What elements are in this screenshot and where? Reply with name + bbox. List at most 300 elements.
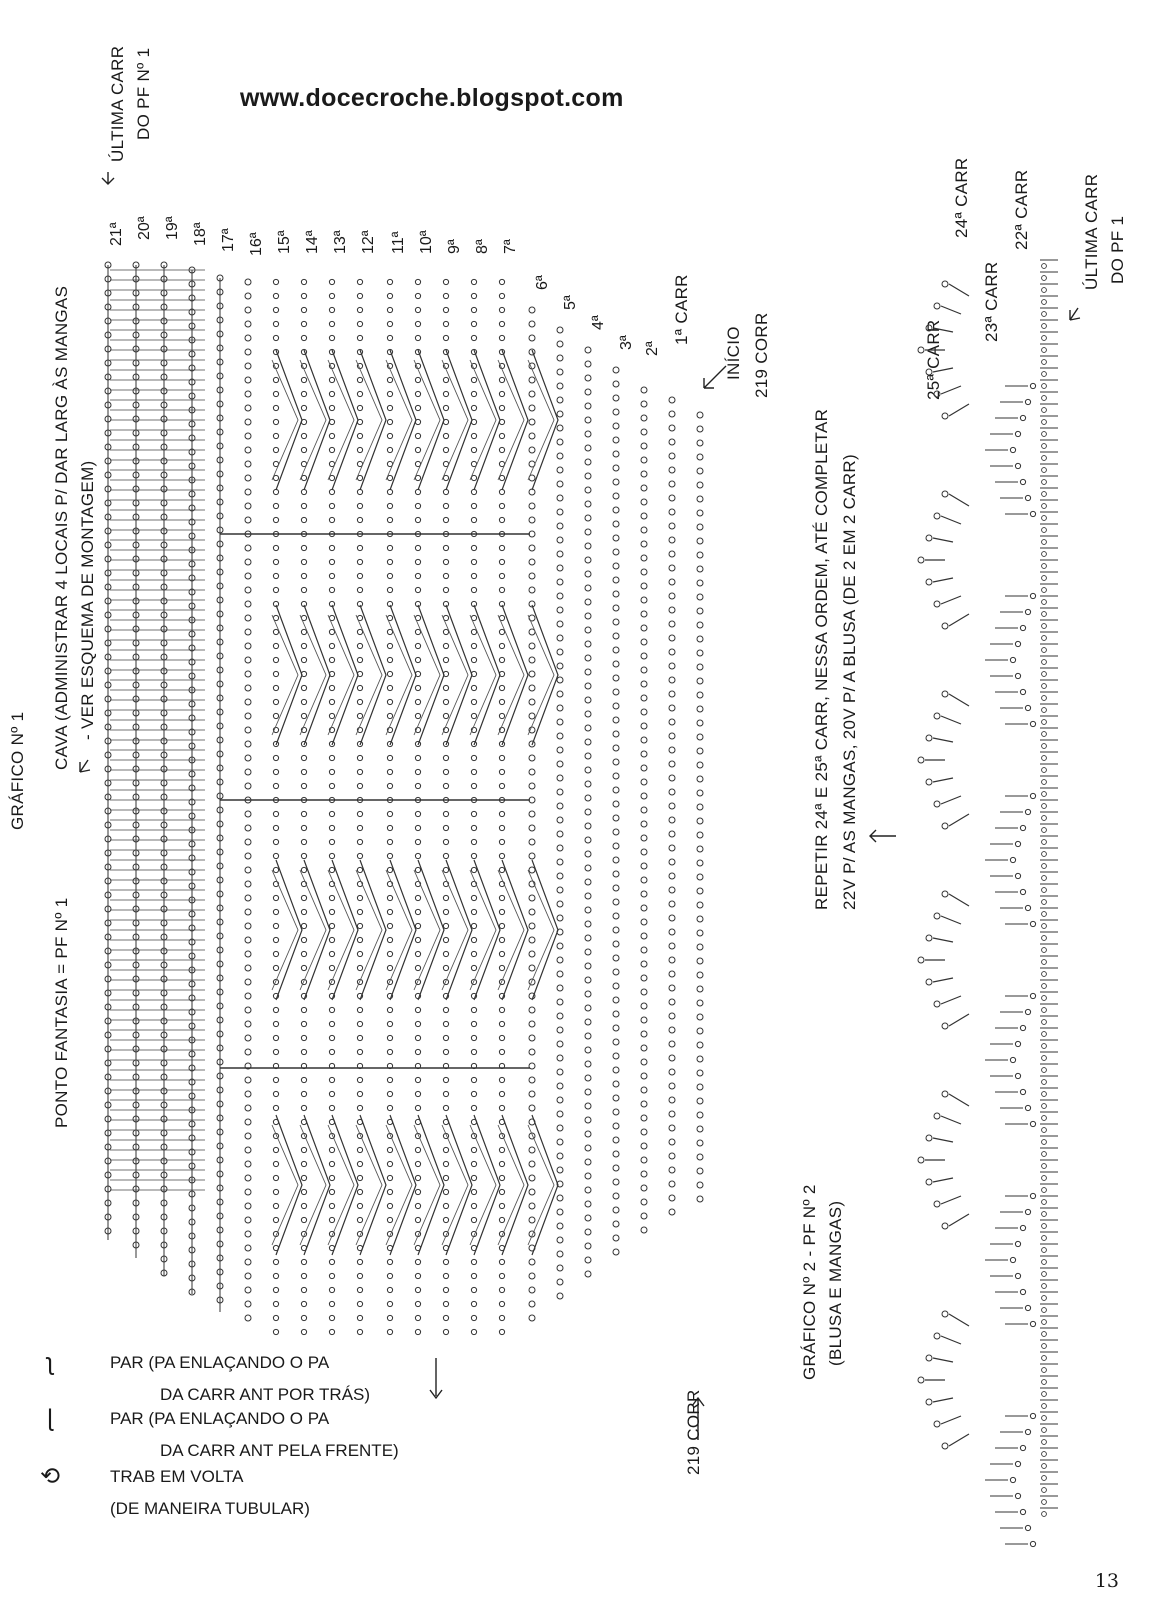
chain-stitch (329, 769, 334, 774)
chain-stitch (669, 663, 675, 669)
chain-stitch (613, 423, 619, 429)
chain-stitch (697, 552, 703, 558)
chain-stitch (697, 608, 703, 614)
chain-stitch (585, 543, 591, 549)
chain-stitch (641, 1185, 647, 1191)
chain-stitch (301, 321, 306, 326)
chain-stitch (669, 635, 675, 641)
shell-stitch-top (1025, 1305, 1030, 1310)
chain-stitch (443, 559, 448, 564)
chain-stitch (613, 437, 619, 443)
legend-text: PAR (PA ENLAÇANDO O PA (110, 1353, 330, 1372)
chain-stitch (443, 783, 448, 788)
chain-stitch (471, 517, 476, 522)
row-label-4: 4ª (590, 315, 607, 330)
fan-stitch-top (934, 513, 940, 519)
chain-stitch (245, 881, 251, 887)
chain-stitch (387, 1175, 392, 1180)
chain-stitch (273, 1301, 278, 1306)
chain-stitch (443, 1049, 448, 1054)
treble-cluster (498, 360, 524, 480)
chain-stitch (301, 377, 306, 382)
chain-stitch (585, 739, 591, 745)
chain-stitch (273, 685, 278, 690)
chain-stitch (245, 1273, 251, 1279)
chain-stitch (387, 573, 392, 578)
shell-stitch-top (1020, 825, 1025, 830)
chain-stitch (415, 1049, 420, 1054)
chain-stitch (245, 895, 251, 901)
chain-stitch (499, 489, 504, 494)
chain-stitch (641, 569, 647, 575)
chain-stitch (641, 765, 647, 771)
fan-stitch (949, 614, 969, 626)
chart2-row22-label: 22ª CARR (1012, 169, 1031, 250)
chain-stitch (357, 1091, 362, 1096)
chain-stitch (245, 461, 251, 467)
chain-stitch (557, 1209, 563, 1215)
chain-stitch (387, 657, 392, 662)
treble-cluster (300, 1125, 326, 1245)
chain-stitch (529, 1287, 535, 1293)
chain-stitch (697, 776, 703, 782)
base-chain (1042, 1404, 1047, 1409)
treble-cluster (414, 360, 440, 480)
chain-stitch (415, 1077, 420, 1082)
chain-stitch (471, 685, 476, 690)
fan-stitch (933, 328, 953, 332)
chain-stitch (329, 755, 334, 760)
chain-stitch (443, 657, 448, 662)
chain-stitch (245, 587, 251, 593)
chain-stitch (613, 1123, 619, 1129)
chain-stitch (585, 879, 591, 885)
chain-stitch (273, 937, 278, 942)
chain-stitch (529, 559, 535, 565)
chain-stitch (499, 293, 504, 298)
chain-stitch (387, 1217, 392, 1222)
chain-stitch (387, 545, 392, 550)
base-chain (1042, 384, 1047, 389)
chain-stitch (357, 713, 362, 718)
legend-text: TRAB EM VOLTA (110, 1467, 244, 1486)
chain-stitch (245, 1217, 251, 1223)
chain-stitch (641, 905, 647, 911)
fan-stitch-top (942, 1311, 948, 1317)
fan-stitch-top (926, 1135, 932, 1141)
chain-stitch (499, 1077, 504, 1082)
chain-stitch (641, 401, 647, 407)
chain-stitch (529, 755, 535, 761)
chain-stitch (529, 965, 535, 971)
chain-stitch (273, 419, 278, 424)
row-label-10: 10ª (418, 230, 435, 254)
chain-stitch (529, 433, 535, 439)
chain-stitch (471, 1273, 476, 1278)
chain-stitch (329, 1161, 334, 1166)
chain-stitch (613, 1151, 619, 1157)
chain-stitch (471, 937, 476, 942)
chain-stitch (357, 1147, 362, 1152)
chain-stitch (585, 837, 591, 843)
chain-stitch (697, 790, 703, 796)
chain-stitch (585, 1089, 591, 1095)
chain-stitch (697, 930, 703, 936)
chain-stitch (697, 1154, 703, 1160)
chain-stitch (697, 538, 703, 544)
chain-stitch (499, 825, 504, 830)
base-chain (1042, 480, 1047, 485)
chain-stitch (357, 895, 362, 900)
row-label-20: 20ª (136, 216, 153, 240)
chain-stitch (471, 433, 476, 438)
base-chain (1042, 396, 1047, 401)
chain-stitch (557, 999, 563, 1005)
chain-stitch (415, 895, 420, 900)
chain-stitch (529, 1007, 535, 1013)
chart1-armhole-label: CAVA (ADMINISTRAR 4 LOCAIS P/ DAR LARG ÀS MANGAS (52, 285, 71, 770)
chain-stitch (301, 489, 306, 494)
chain-stitch (557, 467, 563, 473)
chain-stitch (329, 517, 334, 522)
chain-stitch (329, 965, 334, 970)
shell-stitch-top (1010, 447, 1015, 452)
chain-stitch (443, 573, 448, 578)
chain-stitch (585, 515, 591, 521)
fan-stitch-top (918, 347, 924, 353)
chain-stitch (669, 971, 675, 977)
chain-stitch (471, 391, 476, 396)
base-chain (1042, 876, 1047, 881)
chain-stitch (329, 475, 334, 480)
chain-stitch (245, 993, 251, 999)
base-chain (1042, 1152, 1047, 1157)
chain-stitch (415, 825, 420, 830)
chain-stitch (245, 517, 251, 523)
chain-stitch (641, 1171, 647, 1177)
chain-stitch (443, 1315, 448, 1320)
treble-cluster (528, 870, 554, 990)
chain-stitch (245, 405, 251, 411)
shell-stitch-top (1030, 1193, 1035, 1198)
chain-stitch (245, 909, 251, 915)
shell-stitch-top (1030, 511, 1035, 516)
chain-stitch (697, 846, 703, 852)
chain-stitch (301, 433, 306, 438)
chain-stitch (387, 1189, 392, 1194)
chain-stitch (301, 685, 306, 690)
chain-stitch (415, 699, 420, 704)
chain-stitch (415, 377, 420, 382)
chain-stitch (613, 997, 619, 1003)
fan-stitch-top (934, 601, 940, 607)
base-chain (1042, 924, 1047, 929)
chart1-symbols (105, 262, 703, 1335)
chain-stitch (697, 650, 703, 656)
chain-stitch (499, 769, 504, 774)
chain-stitch (273, 447, 278, 452)
base-chain (1042, 408, 1047, 413)
shell-stitch-top (1020, 415, 1025, 420)
website-url: www.docecroche.blogspot.com (240, 84, 624, 112)
fan-stitch (941, 306, 961, 314)
treble-cluster (356, 360, 382, 480)
shell-stitch-top (1030, 1121, 1035, 1126)
chain-stitch (557, 1055, 563, 1061)
chain-stitch (415, 965, 420, 970)
chain-stitch (245, 755, 251, 761)
fan-stitch (941, 716, 961, 724)
chain-stitch (499, 811, 504, 816)
chain-stitch (415, 923, 420, 928)
chain-stitch (387, 1329, 392, 1334)
chain-stitch (387, 377, 392, 382)
chain-stitch (273, 1021, 278, 1026)
chain-stitch (669, 411, 675, 417)
chain-stitch (697, 916, 703, 922)
fan-stitch-top (942, 491, 948, 497)
chain-stitch (357, 1007, 362, 1012)
treble-cluster (528, 360, 554, 480)
chain-stitch (499, 321, 504, 326)
chain-stitch (387, 1315, 392, 1320)
chain-stitch (641, 555, 647, 561)
chain-stitch (529, 783, 535, 789)
chain-stitch (273, 1273, 278, 1278)
chain-stitch (357, 1161, 362, 1166)
chain-stitch (585, 1271, 591, 1277)
shell-stitch-top (1025, 809, 1030, 814)
chain-stitch (245, 1105, 251, 1111)
chain-stitch (613, 563, 619, 569)
chain-stitch (641, 583, 647, 589)
shell-stitch-top (1020, 889, 1025, 894)
chain-stitch (641, 1115, 647, 1121)
chain-stitch (387, 1287, 392, 1292)
chain-stitch (585, 389, 591, 395)
chain-stitch (585, 403, 591, 409)
chain-stitch (273, 699, 278, 704)
chain-stitch (585, 1187, 591, 1193)
chain-stitch (357, 377, 362, 382)
chain-stitch (585, 711, 591, 717)
chain-stitch (585, 641, 591, 647)
chain-stitch (585, 529, 591, 535)
chain-stitch (301, 951, 306, 956)
treble-cluster (386, 1125, 412, 1245)
base-chain (1042, 960, 1047, 965)
chain-stitch (613, 521, 619, 527)
chain-stitch (613, 367, 619, 373)
chain-stitch (329, 951, 334, 956)
shell-stitch-top (1030, 593, 1035, 598)
chain-stitch (443, 629, 448, 634)
chain-stitch (387, 1301, 392, 1306)
chain-stitch (357, 811, 362, 816)
chain-stitch (529, 1175, 535, 1181)
fan-stitch-top (942, 281, 948, 287)
chain-stitch (613, 619, 619, 625)
chain-stitch (471, 951, 476, 956)
chain-stitch (499, 405, 504, 410)
chain-stitch (641, 1059, 647, 1065)
chain-stitch (669, 397, 675, 403)
chain-stitch (329, 321, 334, 326)
chain-stitch (415, 1147, 420, 1152)
base-chain (1042, 504, 1047, 509)
chain-stitch (245, 727, 251, 733)
chain-stitch (669, 957, 675, 963)
chain-stitch (387, 335, 392, 340)
chain-stitch (471, 853, 476, 858)
chain-stitch (415, 867, 420, 872)
chain-stitch (529, 1147, 535, 1153)
chain-stitch (613, 1067, 619, 1073)
chain-stitch (669, 1041, 675, 1047)
chain-stitch (387, 307, 392, 312)
chain-stitch (585, 599, 591, 605)
chain-stitch (245, 1287, 251, 1293)
chain-stitch (301, 965, 306, 970)
chain-stitch (357, 489, 362, 494)
chain-stitch (357, 1175, 362, 1180)
chain-stitch (273, 657, 278, 662)
chain-stitch (641, 1031, 647, 1037)
chain-stitch (273, 475, 278, 480)
chain-stitch (357, 517, 362, 522)
chain-stitch (415, 503, 420, 508)
chain-stitch (443, 909, 448, 914)
chain-stitch (387, 1105, 392, 1110)
chain-stitch (471, 811, 476, 816)
shell-stitch-top (1030, 1413, 1035, 1418)
chain-stitch (557, 803, 563, 809)
chain-stitch (245, 335, 251, 341)
chain-stitch (669, 1209, 675, 1215)
chain-stitch (613, 1235, 619, 1241)
chain-stitch (585, 557, 591, 563)
chain-stitch (641, 793, 647, 799)
chain-stitch (585, 753, 591, 759)
chain-stitch (329, 1189, 334, 1194)
chain-stitch (387, 321, 392, 326)
chart2-last-row-label: ÚLTIMA CARR (1082, 173, 1101, 290)
row-label-3: 3ª (618, 335, 635, 350)
chain-stitch (471, 1287, 476, 1292)
chain-stitch (245, 433, 251, 439)
chain-stitch (499, 307, 504, 312)
treble-cluster (414, 1125, 440, 1245)
chain-stitch (471, 321, 476, 326)
fan-stitch (933, 368, 953, 372)
chain-stitch (613, 549, 619, 555)
fan-stitch (933, 1178, 953, 1182)
chain-stitch (669, 677, 675, 683)
chain-stitch (415, 433, 420, 438)
arrow-last-row (102, 172, 114, 184)
chain-stitch (557, 915, 563, 921)
chain-stitch (641, 835, 647, 841)
fan-stitch (933, 1358, 953, 1362)
chain-stitch (443, 643, 448, 648)
chain-stitch (697, 818, 703, 824)
chain-stitch (357, 937, 362, 942)
chain-stitch (273, 405, 278, 410)
chain-stitch (669, 915, 675, 921)
chain-stitch (669, 1083, 675, 1089)
base-chain (1042, 720, 1047, 725)
chain-stitch (557, 1013, 563, 1019)
chain-stitch (443, 755, 448, 760)
chain-stitch (613, 675, 619, 681)
base-chain (1042, 1104, 1047, 1109)
chain-stitch (557, 593, 563, 599)
base-chain (1042, 864, 1047, 869)
chain-stitch (471, 503, 476, 508)
chain-stitch (301, 1077, 306, 1082)
treble-cluster (300, 615, 326, 735)
chain-stitch (641, 975, 647, 981)
chain-stitch (557, 509, 563, 515)
fan-stitch (941, 796, 961, 804)
chain-stitch (557, 523, 563, 529)
chain-stitch (387, 1035, 392, 1040)
chain-stitch (245, 1049, 251, 1055)
chain-stitch (669, 803, 675, 809)
chain-stitch (329, 825, 334, 830)
fan-stitch-top (934, 1113, 940, 1119)
base-chain (1042, 708, 1047, 713)
chain-stitch (697, 580, 703, 586)
chain-stitch (669, 775, 675, 781)
chain-stitch (273, 1161, 278, 1166)
chain-stitch (245, 685, 251, 691)
chain-stitch (357, 1189, 362, 1194)
chain-stitch (329, 937, 334, 942)
chain-stitch (585, 347, 591, 353)
chain-stitch (415, 853, 420, 858)
chain-stitch (529, 839, 535, 845)
base-chain (1042, 684, 1047, 689)
treble-cluster (442, 615, 468, 735)
base-chain (1042, 696, 1047, 701)
chain-stitch (329, 783, 334, 788)
base-chain (1042, 1020, 1047, 1025)
chain-stitch (245, 601, 251, 607)
chain-stitch (669, 1055, 675, 1061)
chain-stitch (641, 849, 647, 855)
chain-stitch (557, 607, 563, 613)
chain-stitch (301, 559, 306, 564)
chain-stitch (499, 1147, 504, 1152)
chain-stitch (557, 551, 563, 557)
chain-stitch (415, 559, 420, 564)
base-chain (1042, 612, 1047, 617)
shell-stitch-top (1025, 1009, 1030, 1014)
base-chain (1042, 540, 1047, 545)
chart1-bottom-chain-label: 219 CORR (684, 1389, 703, 1475)
chain-stitch (357, 405, 362, 410)
base-chain (1042, 1176, 1047, 1181)
chain-stitch (273, 811, 278, 816)
fan-stitch (933, 578, 953, 582)
base-chain (1042, 1284, 1047, 1289)
chain-stitch (273, 713, 278, 718)
chain-stitch (443, 405, 448, 410)
chain-stitch (273, 1049, 278, 1054)
chain-stitch (585, 1145, 591, 1151)
chain-stitch (387, 629, 392, 634)
